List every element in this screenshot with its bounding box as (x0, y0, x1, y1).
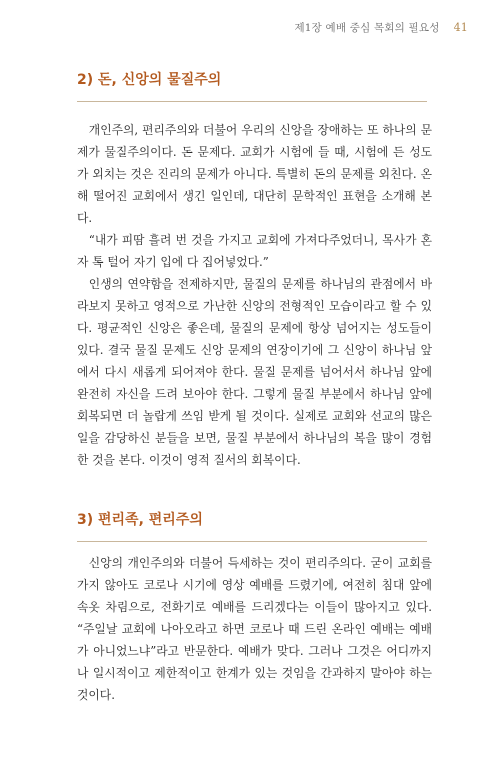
running-header (294, 20, 468, 35)
page-number: 41 (453, 21, 468, 34)
section-heading-convenience: 3) 편리족, 편리주의 (77, 506, 427, 542)
paragraph: 개인주의, 편리주의와 더불어 우리의 신앙을 장애하는 또 하나의 문제가 물질주의이다. 돈 문제다. 교회가 시험에 들 때, 시험에 든 성도가 외치는 것은 진리의 문제가 아니다. 특별히 돈의 문제를 외친다. 온해 떨어진 교회에서 생긴 일인데, 대단히 문학적인 표현을 소개해 본다. (77, 123, 432, 225)
section-body-materialism (77, 119, 432, 471)
quote-paragraph: “내가 피땀 흘려 번 것을 가지고 교회에 가져다주었더니, 목사가 혼자 톡 털어 자기 입에 다 집어넣었다.” (77, 233, 432, 269)
paragraph: 인생의 연약함을 전제하지만, 물질의 문제를 하나님의 관점에서 바라보지 못하고 영적으로 가난한 신앙의 전형적인 모습이라고 할 수 있다. 평균적인 신앙은 좋은데, 물질의 문제에 항상 넘어지는 성도들이 있다. 결국 물질 문제도 신앙 문제의 연장이기에 그 신앙이 하나님 앞에서 다시 새롭게 되어져야 한다. 물질 문제를 넘어서서 하나님 앞에 완전히 자신을 드려 보아야 한다. 그렇게 물질 부분에서 하나님 앞에 회복되면 더 놀랍게 쓰임 받게 될 것이다. 실제로 교회와 선교의 많은 일을 감당하신 분들을 보면, 물질 부분에서 하나님의 복을 많이 경험한 것을 본다. 이것이 영적 질서의 회복이다. (77, 277, 432, 467)
chapter-title: 제1장 예배 중심 목회의 필요성 (294, 22, 440, 34)
paragraph: 신앙의 개인주의와 더불어 득세하는 것이 편리주의다. 굳이 교회를 가지 않아도 코로나 시기에 영상 예배를 드렸기에, 여전히 침대 앞에 속옷 차림으로, 전화기로 예배를 드리겠다는 이들이 많아지고 있다. “주일날 교회에 나아오라고 하면 코로나 때 드린 온라인 예배는 예배가 아니었느냐”라고 반문한다. 예배가 맞다. 그러나 그것은 어디까지나 일시적이고 제한적이고 한계가 있는 것임을 간과하지 말아야 하는 것이다. (77, 556, 432, 702)
section-heading-materialism: 2) 돈, 신앙의 물질주의 (77, 66, 427, 102)
section-body-convenience (77, 552, 432, 706)
